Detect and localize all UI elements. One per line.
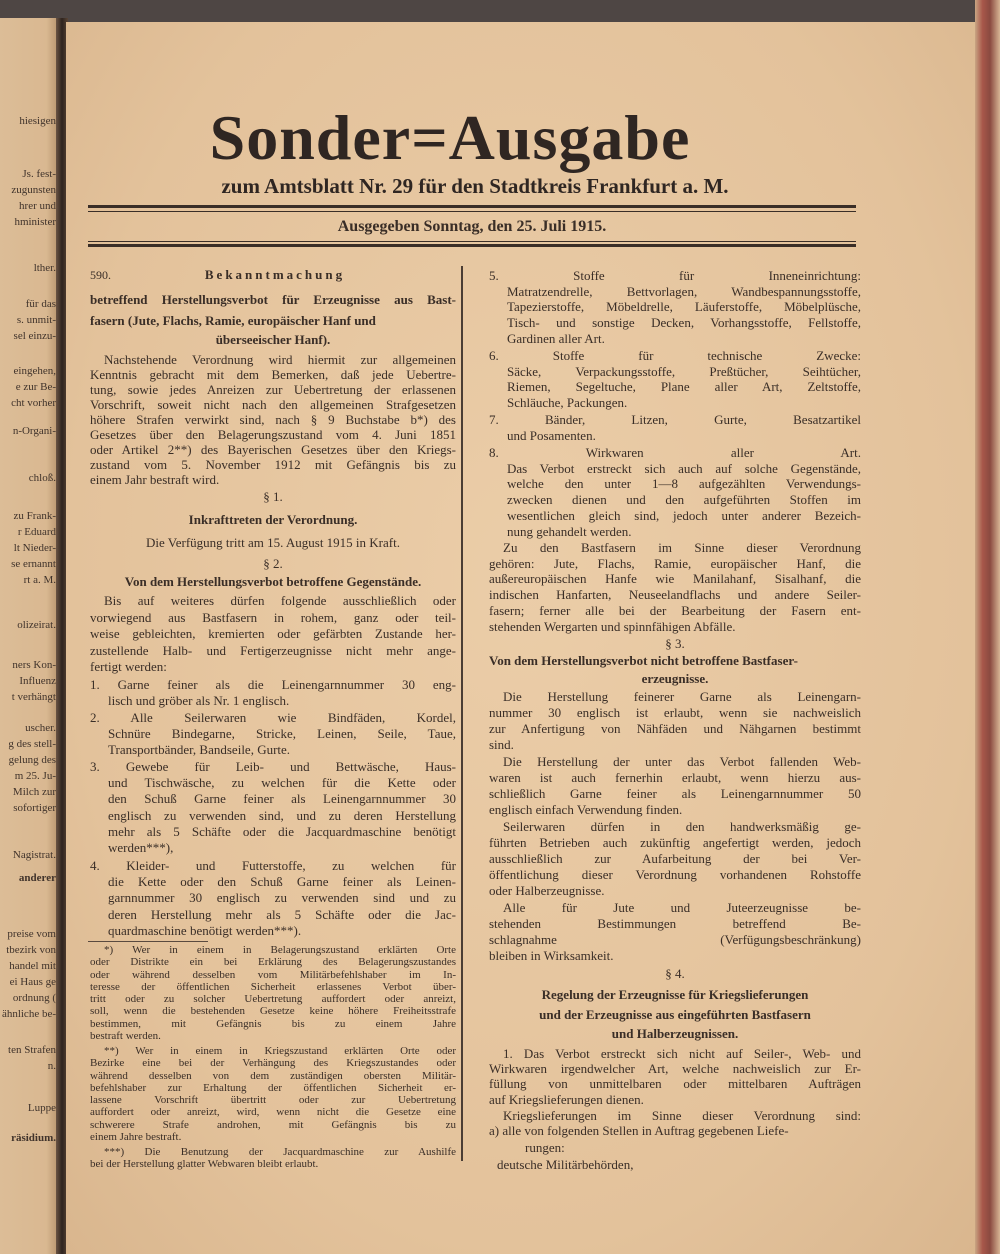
- text-line: Bis auf weiteres dürfen folgende ausschließlich oder: [104, 593, 456, 608]
- footnote-2: [90, 1045, 456, 1143]
- fragment-text-line: eingehen,: [13, 365, 56, 377]
- text-line: oder während desselben vom Militärbefehlshaber im In-: [90, 968, 456, 981]
- bastfasern-definition: [489, 540, 861, 634]
- text-line: und Tischwäsche, zu welchen für die Kette oder: [108, 775, 456, 791]
- list-item-4: [90, 858, 456, 939]
- text-line: schließlich Garne feiner als Leinengarnnummer 50: [489, 786, 861, 801]
- text-line: Zu den Bastfasern im Sinne dieser Verordnung: [503, 540, 861, 555]
- text-line: Vorschrift, soweit nicht nach den allgemeinen Strafgesetzen: [90, 397, 456, 412]
- text-line: Tisch- und sonstige Decken, Vorhangsstoffe, Fellstoffe,: [507, 315, 861, 331]
- text-line: Regelung der Erzeugnisse für Kriegslieferungen: [541, 987, 809, 1002]
- header-rule: [88, 241, 856, 242]
- text-line: Von dem Herstellungsverbot nicht betroffene Bastfaser-: [489, 653, 798, 668]
- fragment-text-line: handel mit: [9, 960, 56, 972]
- text-line: 6. Stoffe für technische Zwecke:: [489, 348, 861, 363]
- text-line: indischen Hanfarten, Neuseelandflachs und andere Seiler-: [489, 587, 861, 603]
- section-4-list-entry: [489, 1157, 861, 1172]
- list-item-5: [489, 268, 861, 347]
- text-line: Gesetzes über den Belagerungszustand vom 4. Juni 1851: [90, 427, 456, 442]
- text-line: und der Erzeugnisse aus eingeführten Bastfasern: [539, 1006, 811, 1022]
- text-line: Gardinen aller Art.: [507, 330, 605, 346]
- text-line: 2. Alle Seilerwaren wie Bindfäden, Kordel,: [90, 710, 456, 725]
- text-line: Die Herstellung der unter das Verbot fallenden Web-: [503, 754, 861, 769]
- text-line: quardmaschine benötigt werden***).: [108, 922, 302, 938]
- text-line: oder Artikel 2**) des Bayerischen Gesetzes über den Kriegs-: [90, 442, 456, 457]
- fragment-text-line: Js. fest-: [22, 168, 56, 180]
- text-line: nummer 30 englisch ist erlaubt, wenn sie nachweislich: [489, 705, 861, 720]
- text-line: Von dem Herstellungsverbot betroffene Gegenstände.: [124, 574, 422, 589]
- text-line: und Posamenten.: [507, 427, 596, 443]
- issue-date: Ausgegeben Sonntag, den 25. Juli 1915.: [337, 218, 607, 235]
- fragment-text-line: ähnliche be-: [1, 1008, 56, 1020]
- text-line: welche den unter 1—8 aufgezählten Verwendungs-: [507, 476, 861, 492]
- text-line: 7. Bänder, Litzen, Gurte, Besatzartikel: [489, 412, 861, 427]
- fragment-text-line: Luppe: [27, 1102, 56, 1114]
- fragment-text-line: uscher.: [25, 722, 56, 734]
- text-line: stehenden Bestimmungen betreffend Be-: [489, 916, 861, 931]
- text-line: fertigt werden:: [90, 659, 167, 674]
- text-line: *) Wer in einem in Belagerungszustand erklärten Orte: [104, 944, 456, 956]
- text-line: Säcke, Verpackungsstoffe, Preßtücher, Seihtücher,: [507, 363, 861, 379]
- text-line: betreffend Herstellungsverbot für Erzeugnisse aus Bast-: [90, 292, 456, 307]
- text-line: auffordert oder anreizt, wird, wenn nicht die Gesetze eine: [90, 1106, 456, 1119]
- fragment-text-line: tbezirk von: [6, 944, 56, 956]
- text-line: werden***),: [108, 840, 174, 856]
- text-line: 4. Kleider- und Futterstoffe, zu welchen für: [90, 858, 456, 873]
- fragment-text-line: lther.: [33, 262, 56, 274]
- text-line: Matratzendrelle, Bettvorlagen, Wandbespannungsstoffe,: [507, 283, 861, 299]
- text-line: fasern (Jute, Flachs, Ramie, europäischer Hanf und: [90, 313, 376, 328]
- text-line: teresse der öffentlichen Sicherheit erlassenes Verbot über-: [90, 980, 456, 993]
- text-line: weise gebleichten, kremierten oder gefärbten Zustande her-: [90, 626, 456, 641]
- text-line: höhere Strafen verwirkt sind, nach § 9 Buchstabe b*) des: [90, 412, 456, 427]
- fragment-text-line: sel einzu-: [13, 330, 56, 342]
- text-line: waren ist auch fernerhin erlaubt, wenn hierzu aus-: [489, 770, 861, 785]
- text-line: Nachstehende Verordnung wird hiermit zur allgemeinen: [104, 352, 456, 367]
- text-line: einem Jahr bestraft wird.: [90, 472, 220, 487]
- text-line: Das Verbot erstreckt sich auch auf solche Gegenstände,: [507, 460, 861, 476]
- column-separator: [461, 266, 463, 1161]
- section-3-title-end: [489, 671, 861, 688]
- list-item-2: [90, 710, 456, 759]
- fragment-text-line: Nagistrat.: [12, 849, 56, 861]
- text-line: ***) Die Benutzung der Jacquardmaschine zur Aushilfe: [104, 1146, 456, 1158]
- text-line: englisch einfach Verwendung finden.: [489, 802, 683, 817]
- text-line: zur Anfertigung von Nähfäden und Nähgarnen bestimmt: [489, 721, 861, 736]
- footnote-1: [90, 944, 456, 1042]
- fragment-text-line: m 25. Ju-: [14, 770, 56, 782]
- notice-subject: [90, 289, 456, 331]
- fragment-text-line: ordnung (: [12, 992, 56, 1004]
- text-line: nung gehandelt werden.: [507, 523, 632, 539]
- text-line: 1. Garne feiner als die Leinengarnnummer 30 eng-: [90, 677, 456, 692]
- text-line: § 1.: [263, 489, 283, 504]
- text-line: bestraft werden.: [90, 1030, 161, 1043]
- text-line: Bezirke eine bei der Verhängung des Kriegszustandes oder: [90, 1057, 456, 1070]
- text-line: bestimmen, mit Gefängnis bis zu einem Jahre: [90, 1017, 456, 1030]
- footnote-3: [90, 1146, 456, 1171]
- text-line: garnnummer 30 englisch zu verwenden sind und zu: [108, 890, 456, 906]
- text-line: Kriegslieferungen im Sinne dieser Verordnung sind:: [503, 1108, 861, 1123]
- text-line: Schläuche, Packungen.: [507, 395, 628, 411]
- section-3-number: [489, 636, 861, 653]
- text-line: Schnüre Bindegarne, Stricke, Leinen, Seile, Taue,: [108, 726, 456, 742]
- footnote-rule: [88, 941, 208, 942]
- header-rule: [88, 244, 856, 247]
- page-subtitle: zum Amtsblatt Nr. 29 für den Stadtkreis Frankfurt a. M.: [221, 174, 729, 198]
- text-line: ausschließlich zur Aufarbeitung der bei Ver-: [489, 851, 861, 866]
- section-2-title: [90, 574, 456, 591]
- text-line: rungen:: [525, 1140, 565, 1155]
- fragment-text-line: hminister: [14, 216, 56, 228]
- text-line: schwerere Strafe androhen, mit Gefängnis bis zu: [90, 1118, 456, 1131]
- fragment-text-line: preise vom: [7, 928, 56, 940]
- fragment-text-line: räsidium.: [11, 1132, 56, 1144]
- fragment-text-line: hiesigen: [19, 115, 56, 127]
- text-line: fasern; ferner alle bei der Bearbeitung der Fasern ent-: [489, 602, 861, 618]
- section-4-paragraph: [489, 1108, 861, 1138]
- fragment-text-line: ten Strafen: [8, 1044, 56, 1056]
- notice-subject-end: [90, 332, 456, 349]
- section-4-number: [489, 966, 861, 983]
- section-1-text: [90, 535, 456, 552]
- text-line: tritt oder zu solcher Uebertretung auffordert oder anreizt,: [90, 993, 456, 1006]
- fragment-text-line: t verhängt: [11, 691, 56, 703]
- text-line: außereuropäischen Hanfe wie Manilahanf, Sisalhanf, die: [489, 571, 861, 587]
- text-line: die Kette oder den Schuß Garne feiner als Leinen-: [108, 874, 456, 890]
- fragment-text-line: olizeirat.: [17, 619, 56, 631]
- fragment-text-line: rt a. M.: [23, 574, 56, 586]
- text-line: erzeugnisse.: [641, 671, 709, 686]
- text-line: befehlshaber zur Erhaltung der öffentlichen Sicherheit er-: [90, 1081, 456, 1094]
- section-1-title: [90, 512, 456, 529]
- header-rule: [88, 205, 856, 208]
- section-4-paragraph: [489, 1046, 861, 1107]
- text-line: während desselben von dem zuständigen obersten Militär-: [90, 1069, 456, 1082]
- section-1-number: [90, 489, 456, 506]
- text-line: auf Kriegslieferungen dienen.: [489, 1091, 644, 1107]
- text-line: tung, sowie jedes Anreizen zur Uebertretung der erlassenen: [90, 382, 456, 397]
- fragment-text-line: n.: [47, 1060, 56, 1072]
- fragment-text-line: Milch zur: [12, 786, 56, 798]
- text-line: 1. Das Verbot erstreckt sich nicht auf Seiler-, Web- und: [503, 1046, 861, 1061]
- list-item-8: [489, 445, 861, 539]
- text-line: Inkrafttreten der Verordnung.: [188, 512, 358, 527]
- text-line: füllung von unmittelbaren oder mittelbaren Aufträgen: [489, 1076, 861, 1092]
- text-line: zwecken dienen und den aufgeführten Stoffen im: [507, 492, 861, 508]
- text-line: Riemen, Segeltuche, Plane aller Art, Zeltstoffe,: [507, 379, 861, 395]
- text-line: wesentlichen gleich sind, jedoch unter anderer Bezeich-: [507, 507, 861, 523]
- text-line: lassene Vorschrift übertritt oder zur Uebertretung: [90, 1094, 456, 1107]
- fragment-text-line: ei Haus ge: [9, 976, 56, 988]
- text-line: deren Herstellung mehr als 5 Schäfte oder die Jac-: [108, 906, 456, 922]
- text-line: schlagnahme (Verfügungsbeschränkung): [489, 932, 861, 947]
- text-line: bleiben in Wirksamkeit.: [489, 948, 614, 963]
- text-line: 8. Wirkwaren aller Art.: [489, 445, 861, 460]
- text-line: 3. Gewebe für Leib- und Bettwäsche, Haus-: [90, 759, 456, 774]
- text-line: zustand vom 5. November 1912 mit Gefängnis bis zu: [90, 457, 456, 472]
- text-line: Wirkwaren irgendwelcher Art, welche nachweislich zur Er-: [489, 1061, 861, 1077]
- fragment-text-line: s. unmit-: [16, 314, 56, 326]
- fragment-text-line: zu Frank-: [13, 510, 56, 522]
- list-item-6: [489, 348, 861, 411]
- fragment-text-line: g des stell-: [8, 738, 56, 750]
- text-line: oder Halberzeugnisse.: [489, 883, 605, 898]
- text-line: vorwiegend aus Bastfasern in rohem, ganz oder teil-: [90, 609, 456, 625]
- text-line: bei der Herstellung glatter Webwaren bleibt erlaubt.: [90, 1158, 319, 1171]
- notice-number: 590.: [90, 268, 111, 282]
- text-line: den Schuß Garne feiner als Leinengarnnummer 30: [108, 791, 456, 807]
- text-line: sind.: [489, 737, 514, 752]
- fragment-text-line: r Eduard: [17, 526, 56, 538]
- text-line: Transportbänder, Bandseile, Gurte.: [108, 742, 291, 758]
- section-3-paragraph: [489, 754, 861, 818]
- text-line: Seilerwaren dürfen in den handwerksmäßig ge-: [503, 819, 861, 834]
- fragment-text-line: ners Kon-: [12, 659, 56, 671]
- notice-heading: Bekanntmachung: [204, 267, 346, 282]
- text-line: Alle für Jute und Juteerzeugnisse be-: [503, 900, 861, 915]
- fragment-text-line: se ernannt: [11, 558, 56, 570]
- text-line: oder Distrikte ein bei Erklärung des Belagerungszustandes: [90, 956, 456, 969]
- list-item-3: [90, 759, 456, 856]
- text-line: a) alle von folgenden Stellen in Auftrag gegebenen Liefe-: [489, 1123, 789, 1139]
- fragment-text-line: Influenz: [19, 675, 56, 687]
- section-3-paragraph: [489, 819, 861, 899]
- fragment-text-line: für das: [25, 298, 56, 310]
- fragment-text-line: hrer und: [19, 200, 56, 212]
- text-line: führten Betrieben auch zukünftig angefertigt werden, jedoch: [489, 835, 861, 850]
- fragment-text-line: e zur Be-: [15, 381, 56, 393]
- text-line: **) Wer in einem in Kriegszustand erklärten Orte oder: [104, 1045, 456, 1057]
- text-line: soll, wenn die bestehenden Gesetze keine höhere Freiheitsstrafe: [90, 1005, 456, 1018]
- fragment-text-line: cht vorher: [11, 397, 56, 409]
- section-3-title: [489, 653, 861, 670]
- fragment-text-line: n-Organi-: [12, 425, 56, 437]
- fragment-text-line: lt Nieder-: [13, 542, 56, 554]
- section-2-text: [90, 593, 456, 676]
- text-line: englisch zu verwenden sind, und zu deren Herstellung: [108, 807, 456, 823]
- text-line: überseeischer Hanf).: [215, 332, 331, 347]
- text-line: einem Jahre bestraft.: [90, 1131, 182, 1144]
- text-line: stehenden Wergarten und spinnfähigen Abfälle.: [489, 618, 736, 634]
- text-line: öffentlichung dieser Verordnung vorhandenen Rohstoffe: [489, 867, 861, 882]
- list-item-7: [489, 412, 861, 443]
- text-line: deutsche Militärbehörden,: [497, 1157, 634, 1172]
- fragment-text-line: anderer: [18, 872, 56, 884]
- fragment-text-line: gelung des: [8, 754, 56, 766]
- text-line: lisch und gröber als Nr. 1 englisch.: [108, 693, 290, 709]
- intro-paragraph: [90, 352, 456, 487]
- text-line: § 3.: [665, 636, 685, 651]
- text-line: Die Herstellung feinerer Garne als Leinengarn-: [503, 689, 861, 704]
- section-4-title: [489, 985, 861, 1044]
- fragment-text-line: zugunsten: [11, 184, 56, 196]
- text-line: mehr als 5 Schäfte oder die Jacquardmaschine benötigt: [108, 823, 456, 839]
- page-title: Sonder=Ausgabe: [209, 102, 691, 173]
- text-line: § 2.: [263, 556, 283, 571]
- header-rule: [88, 211, 856, 212]
- section-3-paragraph: [489, 900, 861, 964]
- text-line: zustellende Halb- und Fertigerzeugnisse nicht mehr ange-: [90, 642, 456, 658]
- text-line: 5. Stoffe für Inneneinrichtung:: [489, 268, 861, 283]
- section-2-number: [90, 556, 456, 573]
- text-line: Kenntnis gebracht mit dem Bemerken, daß jede Uebertre-: [90, 367, 456, 382]
- text-line: § 4.: [665, 966, 685, 981]
- text-line: Die Verfügung tritt am 15. August 1915 in Kraft.: [146, 535, 400, 550]
- text-line: gehören: Jute, Flachs, Ramie, europäischer Hanf, die: [489, 555, 861, 571]
- list-item-1: [90, 677, 456, 709]
- section-3-paragraph: [489, 689, 861, 753]
- page-edge: [975, 0, 1000, 1254]
- section-4-paragraph-end: [489, 1140, 861, 1155]
- fragment-text-line: sofortiger: [13, 802, 56, 814]
- text-line: Tapezierstoffe, Möbeldrelle, Läuferstoffe, Möbelplüsche,: [507, 299, 861, 315]
- fragment-text-line: chloß.: [28, 472, 56, 484]
- text-line: und Halberzeugnissen.: [611, 1026, 739, 1041]
